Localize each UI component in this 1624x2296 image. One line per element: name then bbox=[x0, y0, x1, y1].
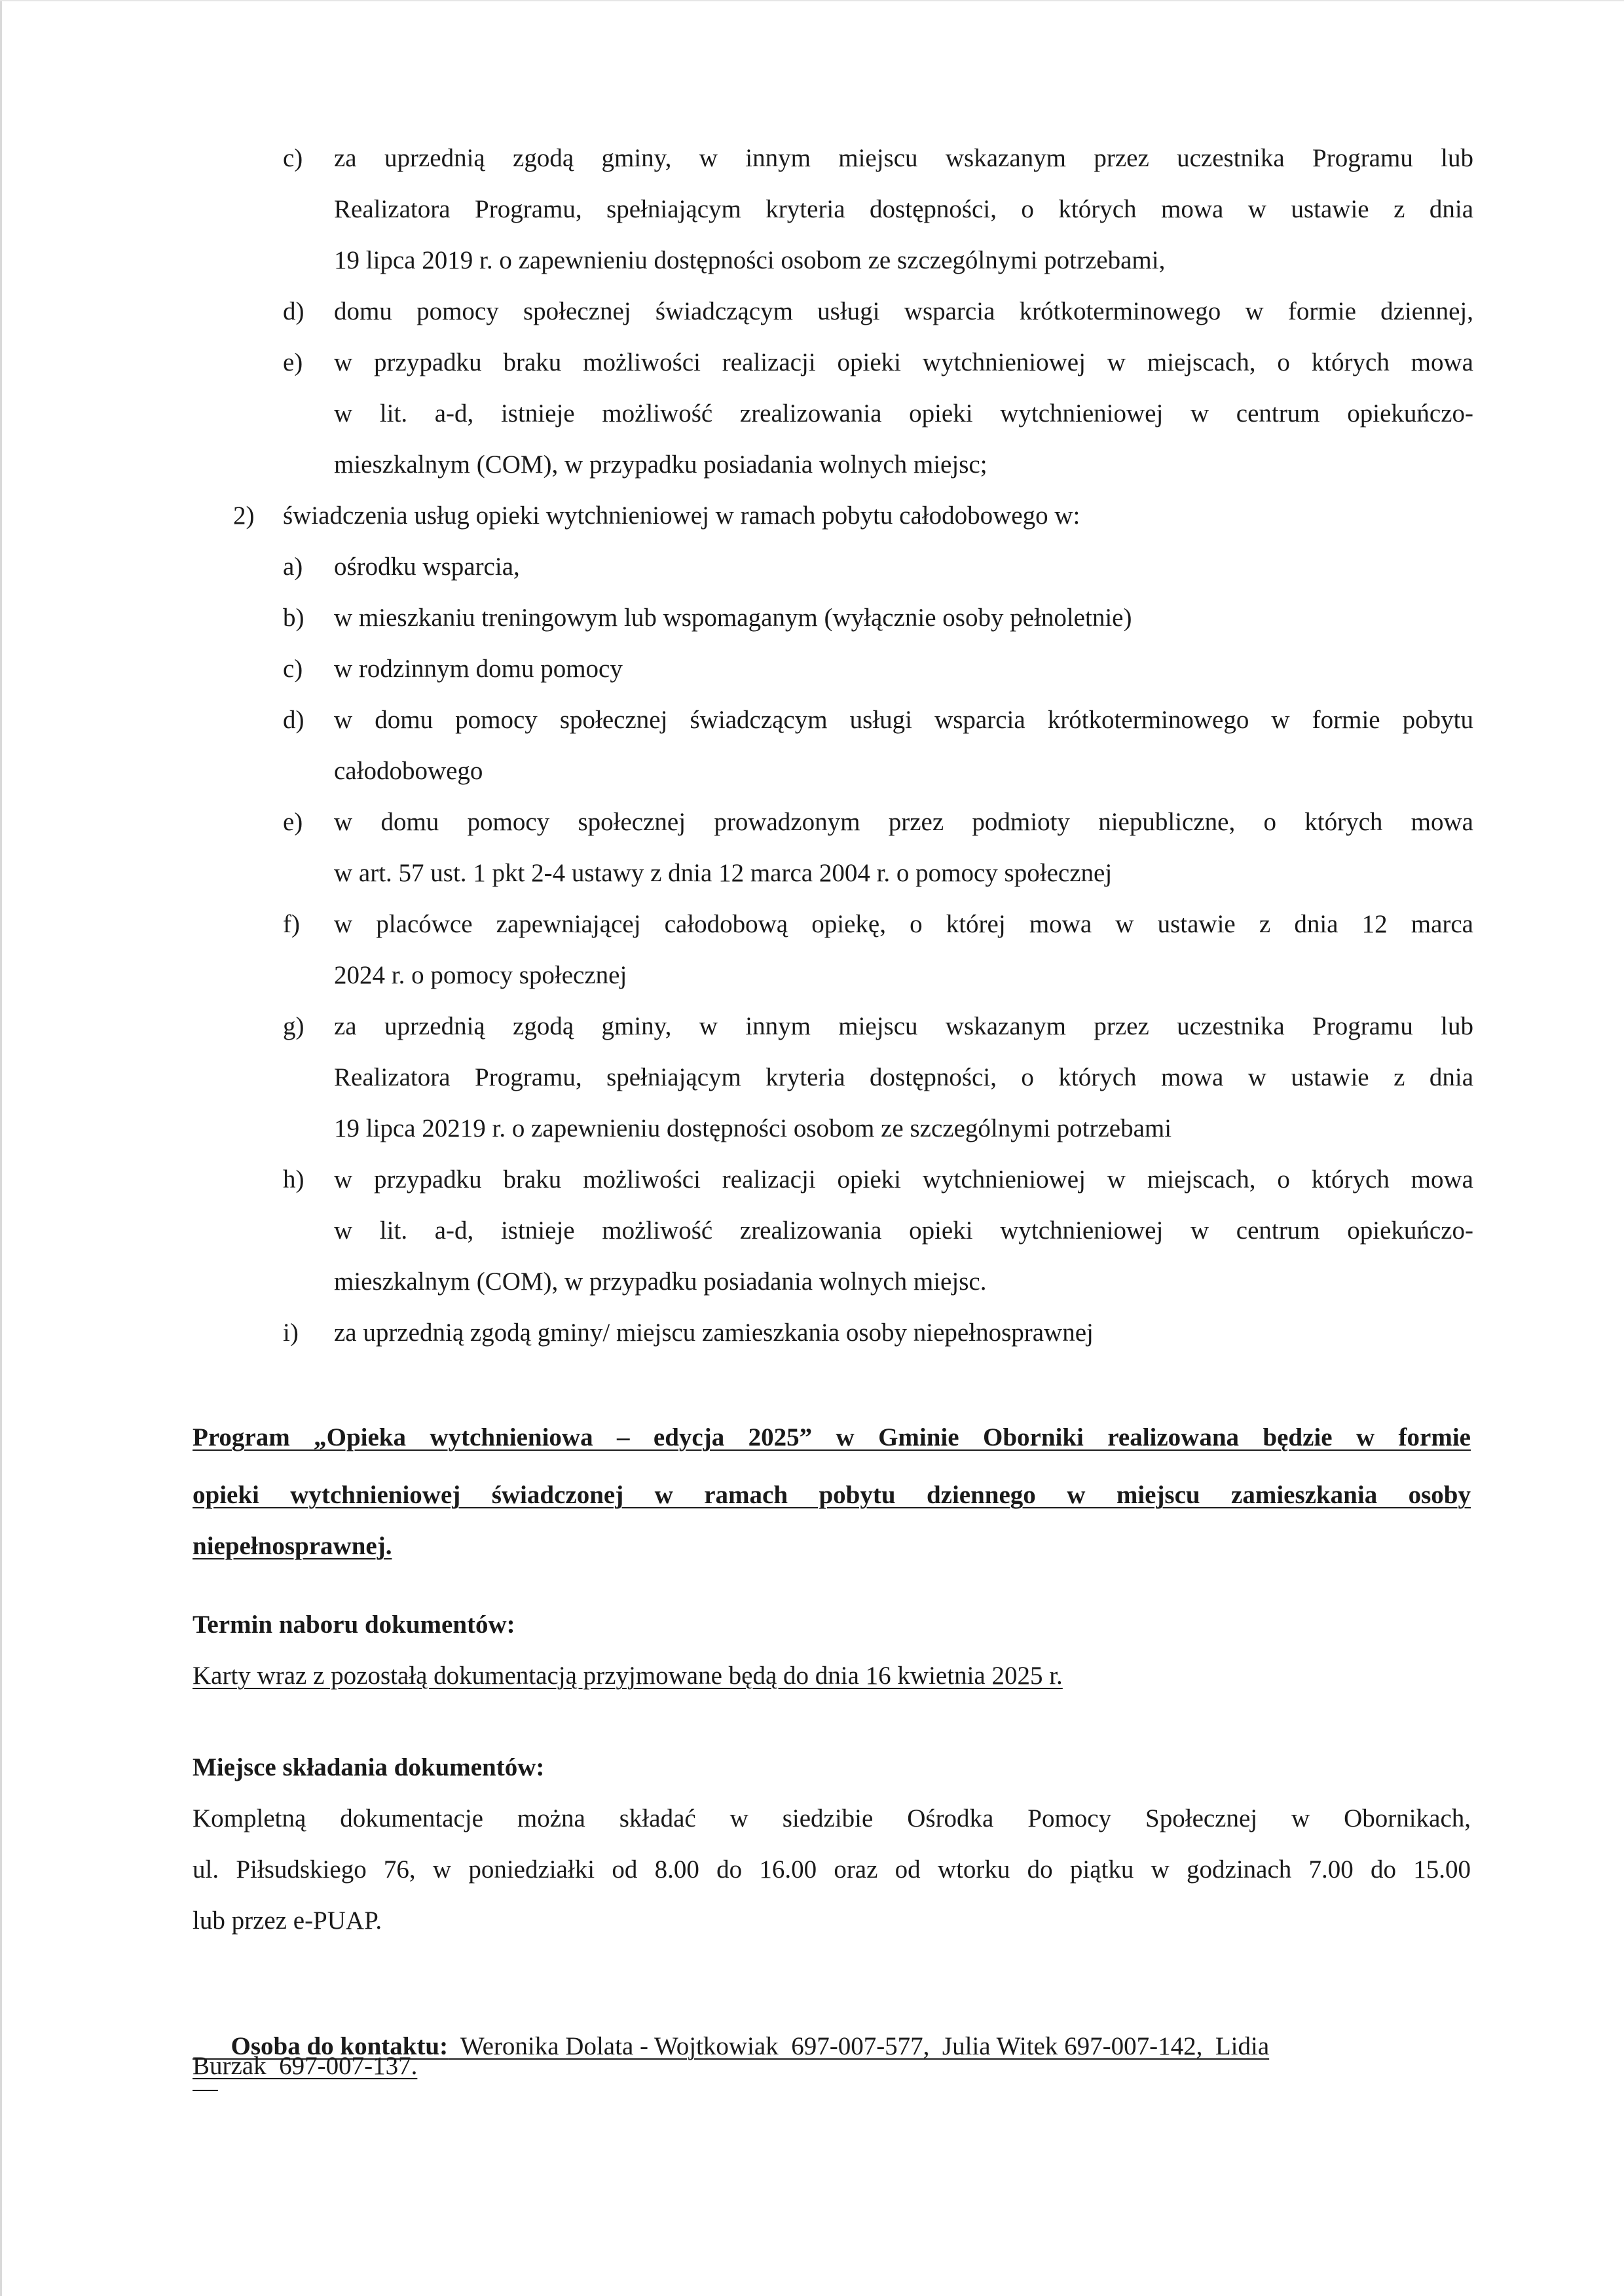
notice-line: opieki wytchnieniowej świadczonej w ramach pobytu dziennego w miejscu zamieszkania osoby bbox=[193, 1481, 1471, 1509]
list-line: w przypadku braku możliwości realizacji opieki wytchnieniowej w miejscach, o których mowa bbox=[334, 348, 1473, 376]
list-line: w rodzinnym domu pomocy bbox=[334, 655, 623, 683]
list-line: w placówce zapewniającej całodobową opiekę, o której mowa w ustawie z dnia 12 marca bbox=[334, 910, 1473, 938]
list-line: 19 lipca 20219 r. o zapewnieniu dostępności osobom ze szczególnymi potrzebami bbox=[334, 1114, 1172, 1142]
list-line: domu pomocy społecznej świadczącym usługi wsparcia krótkoterminowego w formie dziennej, bbox=[334, 297, 1473, 325]
list-marker: d) bbox=[283, 297, 304, 325]
point-text: świadczenia usług opieki wytchnieniowej w ramach pobytu całodobowego w: bbox=[283, 501, 1080, 530]
submission-line: lub przez e-PUAP. bbox=[193, 1906, 382, 1935]
list-line: za uprzednią zgodą gminy/ miejscu zamieszkania osoby niepełnosprawnej bbox=[334, 1319, 1094, 1347]
list-line: za uprzednią zgodą gminy, w innym miejscu wskazanym przez uczestnika Programu lub bbox=[334, 144, 1473, 172]
list-marker: g) bbox=[283, 1012, 304, 1040]
contact-names: Weronika Dolata - Wojtkowiak 697-007-577, Julia Witek 697-007-142, Lidia bbox=[448, 2032, 1270, 2060]
submission-line: ul. Piłsudskiego 76, w poniedziałki od 8.00 do 16.00 oraz od wtorku do piątku w godzinach 7.00 do 15.00 bbox=[193, 1855, 1471, 1884]
list-line: w domu pomocy społecznej prowadzonym przez podmioty niepubliczne, o których mowa bbox=[334, 808, 1473, 836]
list-marker: f) bbox=[283, 910, 300, 938]
list-line: w domu pomocy społecznej świadczącym usługi wsparcia krótkoterminowego w formie pobytu bbox=[334, 706, 1473, 734]
scan-edge-top bbox=[0, 0, 1624, 1]
notice-line: Program „Opieka wytchnieniowa – edycja 2025” w Gminie Oborniki realizowana będzie w formie bbox=[193, 1423, 1471, 1451]
list-marker: e) bbox=[283, 348, 303, 376]
list-marker: d) bbox=[283, 706, 304, 734]
list-line: całodobowego bbox=[334, 757, 483, 785]
notice-line: niepełnosprawnej. bbox=[193, 1532, 392, 1560]
list-line: mieszkalnym (COM), w przypadku posiadania wolnych miejsc; bbox=[334, 450, 987, 479]
list-line: ośrodku wsparcia, bbox=[334, 553, 520, 581]
list-line: 2024 r. o pomocy społecznej bbox=[334, 961, 627, 989]
contact-label: Osoba do kontaktu: bbox=[231, 2032, 449, 2060]
list-line: 19 lipca 2019 r. o zapewnieniu dostępności osobom ze szczególnymi potrzebami, bbox=[334, 246, 1166, 274]
deadline-heading: Termin naboru dokumentów: bbox=[193, 1611, 515, 1639]
list-line: w lit. a-d, istnieje możliwość zrealizowania opieki wytchnieniowej w centrum opiekuńczo- bbox=[334, 1216, 1473, 1245]
deadline-text: Karty wraz z pozostałą dokumentacją przyjmowane będą do dnia 16 kwietnia 2025 r. bbox=[193, 1662, 1063, 1690]
list-marker: h) bbox=[283, 1165, 304, 1194]
list-marker: e) bbox=[283, 808, 303, 836]
list-marker: i) bbox=[283, 1319, 299, 1347]
list-line: Realizatora Programu, spełniającym kryteria dostępności, o których mowa w ustawie z dnia bbox=[334, 1063, 1473, 1091]
list-line: za uprzednią zgodą gminy, w innym miejscu wskazanym przez uczestnika Programu lub bbox=[334, 1012, 1473, 1040]
list-line: w lit. a-d, istnieje możliwość zrealizowania opieki wytchnieniowej w centrum opiekuńczo- bbox=[334, 399, 1473, 428]
scan-edge-left bbox=[0, 0, 2, 2296]
submission-heading: Miejsce składania dokumentów: bbox=[193, 1753, 545, 1781]
list-marker: c) bbox=[283, 655, 303, 683]
list-line: w art. 57 ust. 1 pkt 2-4 ustawy z dnia 12 marca 2004 r. o pomocy społecznej bbox=[334, 859, 1113, 887]
list-line: Realizatora Programu, spełniającym kryteria dostępności, o których mowa w ustawie z dnia bbox=[334, 195, 1473, 223]
list-marker: b) bbox=[283, 604, 304, 632]
list-line: mieszkalnym (COM), w przypadku posiadania wolnych miejsc. bbox=[334, 1267, 987, 1296]
list-line: w mieszkaniu treningowym lub wspomaganym (wyłącznie osoby pełnoletnie) bbox=[334, 604, 1132, 632]
list-marker: c) bbox=[283, 144, 303, 172]
list-line: w przypadku braku możliwości realizacji opieki wytchnieniowej w miejscach, o których mowa bbox=[334, 1165, 1473, 1194]
contact-line-2: Burzak 697-007-137. bbox=[193, 2052, 418, 2080]
point-marker: 2) bbox=[233, 501, 255, 530]
submission-line: Kompletną dokumentacje można składać w siedzibie Ośrodka Pomocy Społecznej w Obornikach, bbox=[193, 1804, 1471, 1832]
list-marker: a) bbox=[283, 553, 303, 581]
